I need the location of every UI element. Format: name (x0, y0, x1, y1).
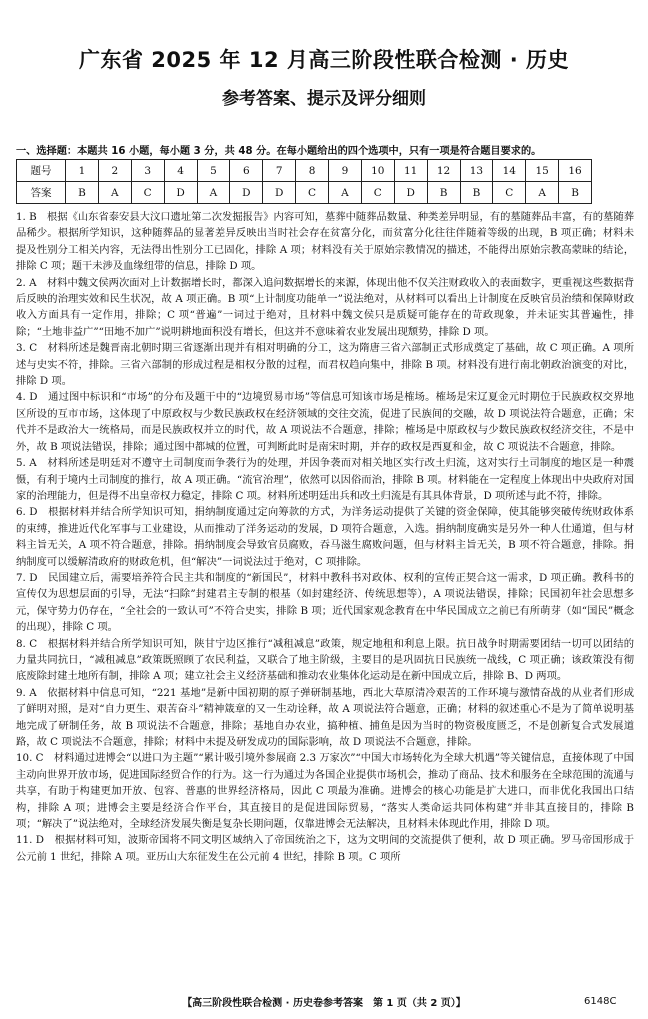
answer-cell: A (329, 182, 362, 204)
answer-table (16, 159, 592, 204)
explanation-item: 6. D 根据材料并结合所学知识可知，捐纳制度通过定向筹款的方式，为洋务运动提供了关键的资金保障，使其能够突破传统财政体系的束缚，推进近代化军事与工业建设，从而推动了洋务运动的发展，D 项符合题意，入选。捐纳制度确实是另外一种人仕通道，但与材料主旨无关，A 项不符合题意，排除。捐纳制度会导致官员腐败，吞马滋生腐败问题，但与材料主旨无关，B 项不符合题意，排除。捐纳制度可以缓解清政府的财政危机，但“解决”一词说法过于绝对，C 项排除。 (16, 506, 634, 568)
explanation-item: 7. D 民国建立后，需要培养符合民主共和制度的“新国民”，材料中教科书对政体、权利的宣传正契合这一需求，D 项正确。教科书的宣传仅为思想层面的引导，无法“扫除”封建君主专制的根基（如封建经济、传统思想等），A 项说法错误，排除；民国初年社会思想多元，保守势力仍存在，“全社会的一致认可”不符合史实，排除 B 项；近代国家观念教育在中华民国成立之前已有所萌芽（如“国民”概念的出现），排除 C 项。 (16, 571, 634, 634)
answer-cell: B (427, 182, 460, 204)
question-number: 7 (263, 160, 296, 182)
question-number-row (17, 160, 592, 182)
page-footer: 【高三阶段性联合检测 · 历史卷参考答案 第 1 页（共 2 页）】 (182, 998, 466, 1009)
explanation-item: 9. A 依据材料中信息可知，“221 基地”是新中国初期的原子弹研制基地，西北大草原清冷艰苦的工作环境与激情奋战的从业者们形成了鲜明对照，是对“自力更生、艰苦奋斗”精神箴章的又一生动诠释，故 A 项说法符合题意，正确；材料的叙述重心不是为了简单说明基地完成了研制任务，故 B 项说法不合题意，排除；基地自办农业，搞种植、捕鱼是因为当时的物资极度匮乏，不是创新复合式发展道路，故 C 项说法不合题意，排除；材料中未提及研发成功的国际影响，故 D 项说法不合题意，排除。 (16, 686, 634, 748)
answer-cell: C (361, 182, 394, 204)
answer-cell: D (263, 182, 296, 204)
question-number: 3 (131, 160, 164, 182)
explanation-item: 10. C 材料通过进博会“以进口为主题”“累计吸引境外参展商 2.3 万家次”“中国大市场转化为全球大机遇”等关键信息，直接体现了中国主动向世界开放市场，促进国际经贸合作的行为。这一行为通过为各国企业提供市场机会，推动了商品、技术和服务在全球范围的流通与共享，有助于构建更加开放、包容、普惠的世界经济格局，因此 C 项最为准确。进博会的核心功能是扩大进口，而非优化我国出口结构，排除 A 项；进博会主要是经济合作平台，其直接目的是促进国际贸易，“落实人类命运共同体构建”并非其直接目的，排除 B 项；“解决了”说法绝对，全球经济发展失衡是复杂长期问题，仅靠进博会无法解决，且材料未体现此作用，排除 D 项。 (16, 752, 634, 831)
question-number: 12 (427, 160, 460, 182)
answer-row (17, 182, 592, 204)
question-number: 5 (197, 160, 230, 182)
answer-cell: A (98, 182, 131, 204)
explanation-item: 2. A 材料中魏文侯两次面对上计数据增长时，都深入追问数据增长的来源，体现出他不仅关注财政收入的表面数字，更重视这些数据背后反映的治理实效和民生状况，故 A 项正确。B 项“上计制度功能单一”说法绝对，从材料可以看出上计制度在反映官员治绩和保障财政收入方面具有一定作用，排除；C 项“普遍”一词过于绝对，且材料中魏文侯只是质疑可能存在的苛政现象，并未证实其普遍性，排除；“土地非益广”“田地不加广”说明耕地面积没有增长，但这并不意味着农业发展出现颓势，排除 D 项。 (16, 276, 634, 338)
answer-cell: A (197, 182, 230, 204)
explanation-item: 3. C 材料所述是魏晋南北朝时期三省逐渐出现并有相对明确的分工，这为隋唐三省六部制正式形成奠定了基础，故 C 项正确。A 项所述与史实不符，排除。三省六部制的形成过程是相权分散的过程，而君权趋向集中，排除 B 项。材料没有进行南北朝政治演变的对比，排除 D 项。 (16, 342, 634, 388)
explanation-item: 8. C 根据材料并结合所学知识可知，陕甘宁边区推行“减租减息”政策，规定地租和利息上限。抗日战争时期需要团结一切可以团结的力量共同抗日，“减租减息”政策既照顾了农民利益，又联合了地主阶级，主要目的是巩固抗日民族统一战线，C 项正确；该政策没有彻底废除封建土地所有制，排除 A 项；建立社会主义经济基础和推动农业集体化运动是在新中国成立后，排除 B、D 两项。 (16, 637, 634, 683)
question-number: 11 (394, 160, 427, 182)
row-label-number: 题号 (17, 160, 66, 182)
question-number: 2 (98, 160, 131, 182)
answer-cell: B (559, 182, 592, 204)
explanation-item: 4. D 通过图中标识和“市场”的分布及题干中的“边境贸易市场”等信息可知该市场是榷场。榷场是宋辽夏金元时期位于民族政权交界地区所设的互市市场，这体现了中原政权与少数民族政权在经济领域的交往交流，促进了民族间的交融，故 D 项说法符合题意，正确；宋代并不是政治大一统格局，而是民族政权并立的时代，故 A 项说法不合题意，排除；榷场是中原政权与少数民族政权经济交往，不是中外，故 B 项说法错误，排除；通过图中都城的位置，可判断此时是南宋时期，并存的政权是西夏和金，故 C 项说法不合题意，排除。 (16, 391, 634, 453)
answer-cell: A (526, 182, 559, 204)
explanations (16, 209, 634, 865)
question-number: 4 (164, 160, 197, 182)
page-title: 广东省 2025 年 12 月高三阶段性联合检测 · 历史 (78, 48, 569, 72)
question-number: 9 (329, 160, 362, 182)
question-number: 6 (230, 160, 263, 182)
explanation-item: 11. D 根据材料可知，波斯帝国将不同文明区域纳入了帝国统治之下，这为文明间的交流提供了便利，故 D 项正确。罗马帝国形成于公元前 1 世纪，排除 A 项。亚历山大东征发生在公元前 4 世纪，排除 B 项。C 项所 (16, 834, 634, 863)
answer-cell: C (493, 182, 526, 204)
question-number: 16 (559, 160, 592, 182)
answer-cell: D (164, 182, 197, 204)
answer-cell: C (131, 182, 164, 204)
question-number: 15 (526, 160, 559, 182)
question-number: 10 (361, 160, 394, 182)
question-number: 1 (66, 160, 99, 182)
explanation-item: 5. A 材料所述是明廷对不遵守土司制度而争袭行为的处理，并因争袭而对相关地区实行改土归流，这对实行土司制度的地区是一种震慑，有利于境内土司制度的推行，故 A 项正确。“流官治理”，依然可以因俗而治，排除 B 项。材料能在一定程度上体现出中央政府对国家的治理能力，但是得不出皇帝权力稳定，排除 C 项。材料所述明廷出兵和改土归流是有其具体背景，D 项所述与此不符，排除。 (16, 457, 634, 502)
question-number: 8 (296, 160, 329, 182)
answer-cell: B (460, 182, 493, 204)
page-subtitle: 参考答案、提示及评分细则 (222, 89, 426, 109)
section-instructions: 一、选择题：本题共 16 小题，每小题 3 分，共 48 分。在每小题给出的四个选项中，只有一项是符合题目要求的。 (16, 146, 542, 157)
document-code: 6148C (584, 996, 617, 1007)
question-number: 13 (460, 160, 493, 182)
question-number: 14 (493, 160, 526, 182)
explanation-item: 1. B 根据《山东省泰安县大汶口遗址第二次发掘报告》内容可知，墓葬中随葬品数量、种类差异明显，有的墓随葬品丰富，有的墓随葬品稀少。根据所学知识，这种随葬品的显著差异反映出当时社会存在贫富分化，而贫富分化往往伴随着等级的出现，B 项正确；材料未提及性别分工相关内容，无法得出性别分工已固化，排除 A 项；材料没有关于原始宗教情况的描述，不能得出原始宗教高蒙昧的结论，排除 C 项；题干未涉及血缘纽带的信息，排除 D 项。 (16, 211, 634, 273)
answer-cell: C (296, 182, 329, 204)
answer-cell: D (394, 182, 427, 204)
answer-cell: D (230, 182, 263, 204)
row-label-answer: 答案 (17, 182, 66, 204)
answer-cell: B (66, 182, 99, 204)
